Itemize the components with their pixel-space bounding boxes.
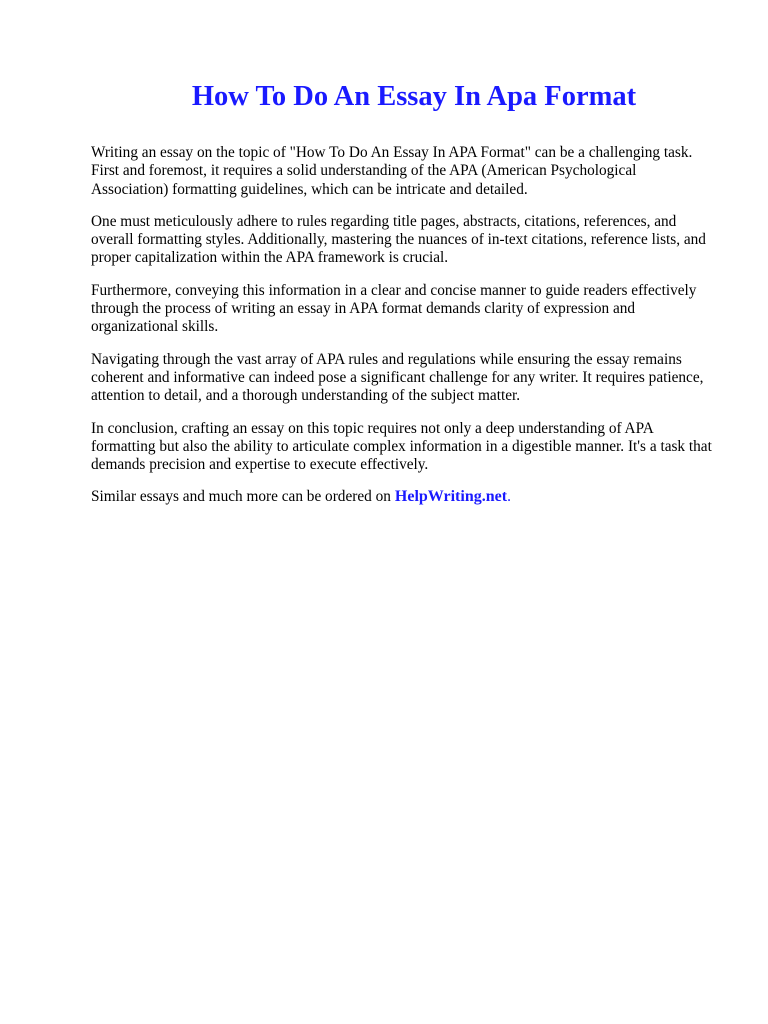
paragraph-clarity — [91, 282, 731, 337]
paragraph-challenge — [91, 351, 731, 406]
paragraph-line: Association) formatting guidelines, which can be intricate and detailed. — [91, 180, 528, 198]
paragraph-line: Writing an essay on the topic of "How To Do An Essay In APA Format" can be a challenging task. — [91, 144, 693, 161]
paragraph-intro — [91, 144, 731, 199]
paragraph-line: One must meticulously adhere to rules regarding title pages, abstracts, citations, references, and — [91, 212, 677, 230]
paragraph-line: organizational skills. — [91, 318, 219, 336]
paragraph-line: Furthermore, conveying this information in a clear and concise manner to guide readers effectively — [91, 281, 697, 299]
paragraph-line: proper capitalization within the APA framework is crucial. — [91, 249, 449, 267]
paragraph-line: demands precision and expertise to execute effectively. — [91, 456, 429, 474]
paragraph-line: coherent and informative can indeed pose a significant challenge for any writer. It requires patience, — [91, 368, 704, 386]
order-suffix: . — [507, 488, 511, 506]
paragraph-line: formatting but also the ability to articulate complex information in a digestible manner. It's a task that — [91, 437, 712, 455]
helpwriting-link[interactable]: HelpWriting.net — [394, 488, 508, 506]
order-prefix: Similar essays and much more can be ordered on — [91, 488, 391, 506]
paragraph-line: Navigating through the vast array of APA rules and regulations while ensuring the essay remains — [91, 350, 682, 368]
page-title: How To Do An Essay In Apa Format — [191, 81, 637, 112]
paragraph-rules — [91, 213, 731, 268]
paragraph-line: overall formatting styles. Additionally, mastering the nuances of in-text citations, reference lists, and — [91, 231, 706, 249]
paragraph-line: In conclusion, crafting an essay on this topic requires not only a deep understanding of APA — [91, 419, 654, 437]
order-line — [91, 488, 731, 506]
paragraph-conclusion — [91, 420, 731, 475]
paragraph-line: attention to detail, and a thorough understanding of the subject matter. — [91, 387, 521, 405]
document-body — [91, 144, 731, 507]
paragraph-line: through the process of writing an essay in APA format demands clarity of expression and — [91, 300, 636, 318]
paragraph-line: First and foremost, it requires a solid understanding of the APA (American Psychological — [91, 162, 637, 180]
